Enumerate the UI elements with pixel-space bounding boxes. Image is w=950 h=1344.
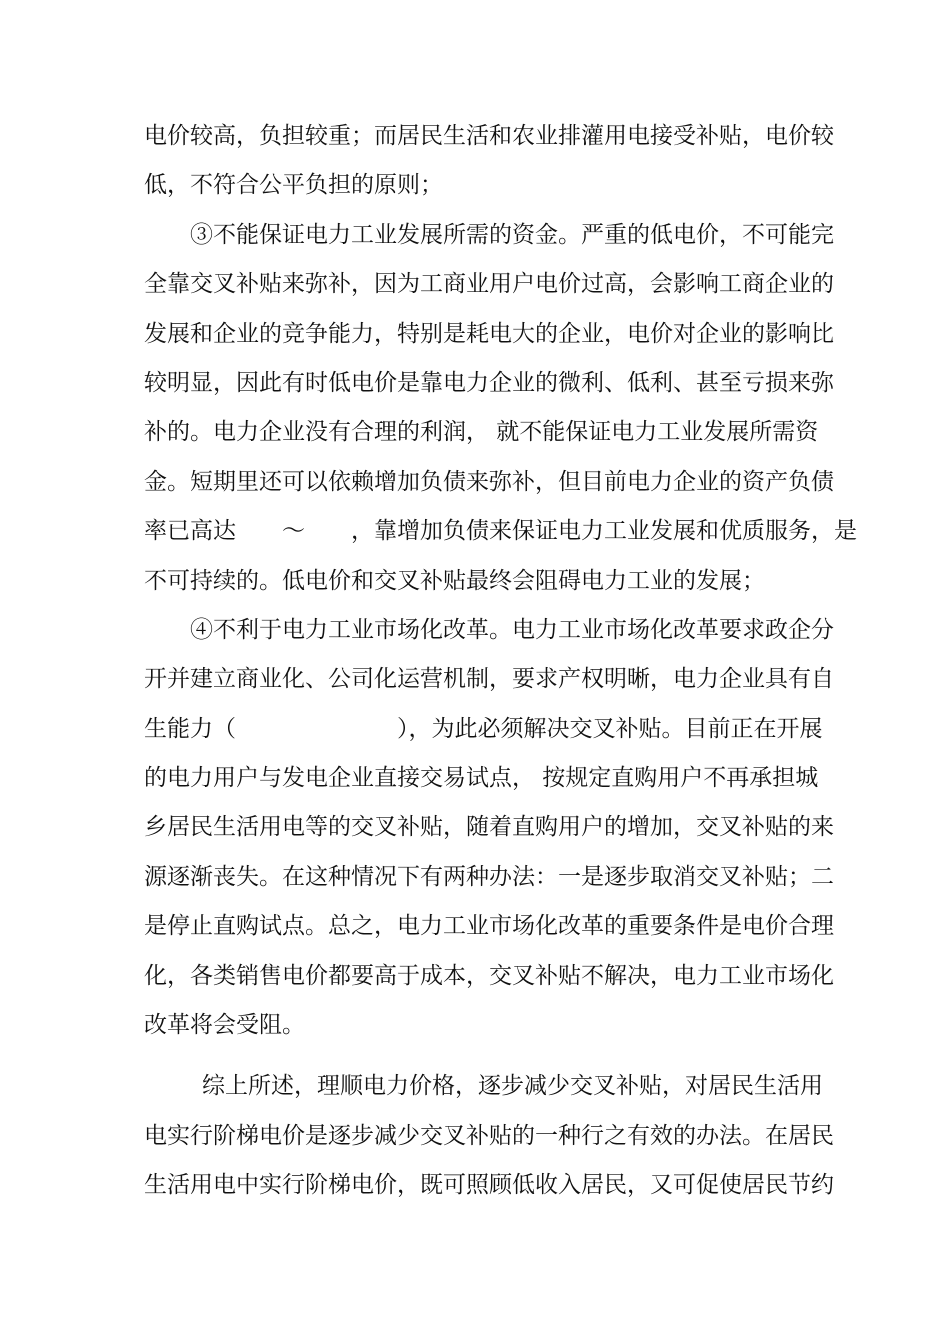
text-line: 化，各类销售电价都要高于成本，交叉补贴不解决，电力工业市场化 <box>144 962 834 989</box>
text-line: 源逐渐丧失。在这种情况下有两种办法：一是逐步取消交叉补贴；二 <box>144 863 834 890</box>
text-line: 电实行阶梯电价是逐步减少交叉补贴的一种行之有效的办法。在居民 <box>144 1122 834 1149</box>
text-line: 生能力（ ），为此必须解决交叉补贴。目前正在开展 <box>144 715 823 742</box>
text-line: 低，不符合公平负担的原则； <box>144 172 443 199</box>
body-text <box>144 112 857 1211</box>
text-line: 较明显，因此有时低电价是靠电力企业的微利、低利、甚至亏损来弥 <box>144 369 834 396</box>
text-line: 生活用电中实行阶梯电价，既可照顾低收入居民，又可促使居民节约 <box>144 1172 834 1199</box>
text-line: 全靠交叉补贴来弥补，因为工商业用户电价过高，会影响工商企业的 <box>144 271 834 298</box>
text-line: 不可持续的。低电价和交叉补贴最终会阻碍电力工业的发展； <box>144 567 765 594</box>
text-line: 开并建立商业化、公司化运营机制，要求产权明晰，电力企业具有自 <box>144 666 834 693</box>
paragraph-start-line: ③不能保证电力工业发展所需的资金。严重的低电价，不可能完 <box>190 221 834 248</box>
text-line: 改革将会受阻。 <box>144 1012 305 1039</box>
text-line: 补的。电力企业没有合理的利润， 就不能保证电力工业发展所需资 <box>144 419 819 446</box>
text-line: 发展和企业的竞争能力，特别是耗电大的企业，电价对企业的影响比 <box>144 320 834 347</box>
text-line: 率已高达 ～ ，靠增加负债来保证电力工业发展和优质服务，是 <box>144 518 857 545</box>
text-line: 金。短期里还可以依赖增加负债来弥补，但目前电力企业的资产负债 <box>144 468 834 495</box>
text-line: 电价较高，负担较重；而居民生活和农业排灌用电接受补贴，电价较 <box>144 123 834 149</box>
text-line: 的电力用户与发电企业直接交易试点， 按规定直购用户不再承担城 <box>144 765 819 792</box>
paragraph-start-line: ④不利于电力工业市场化改革。电力工业市场化改革要求政企分 <box>190 616 834 643</box>
paragraph-start-line: 综上所述，理顺电力价格，逐步减少交叉补贴，对居民生活用 <box>202 1073 823 1100</box>
text-line: 是停止直购试点。总之，电力工业市场化改革的重要条件是电价合理 <box>144 913 834 940</box>
text-line: 乡居民生活用电等的交叉补贴，随着直购用户的增加，交叉补贴的来 <box>144 814 834 841</box>
